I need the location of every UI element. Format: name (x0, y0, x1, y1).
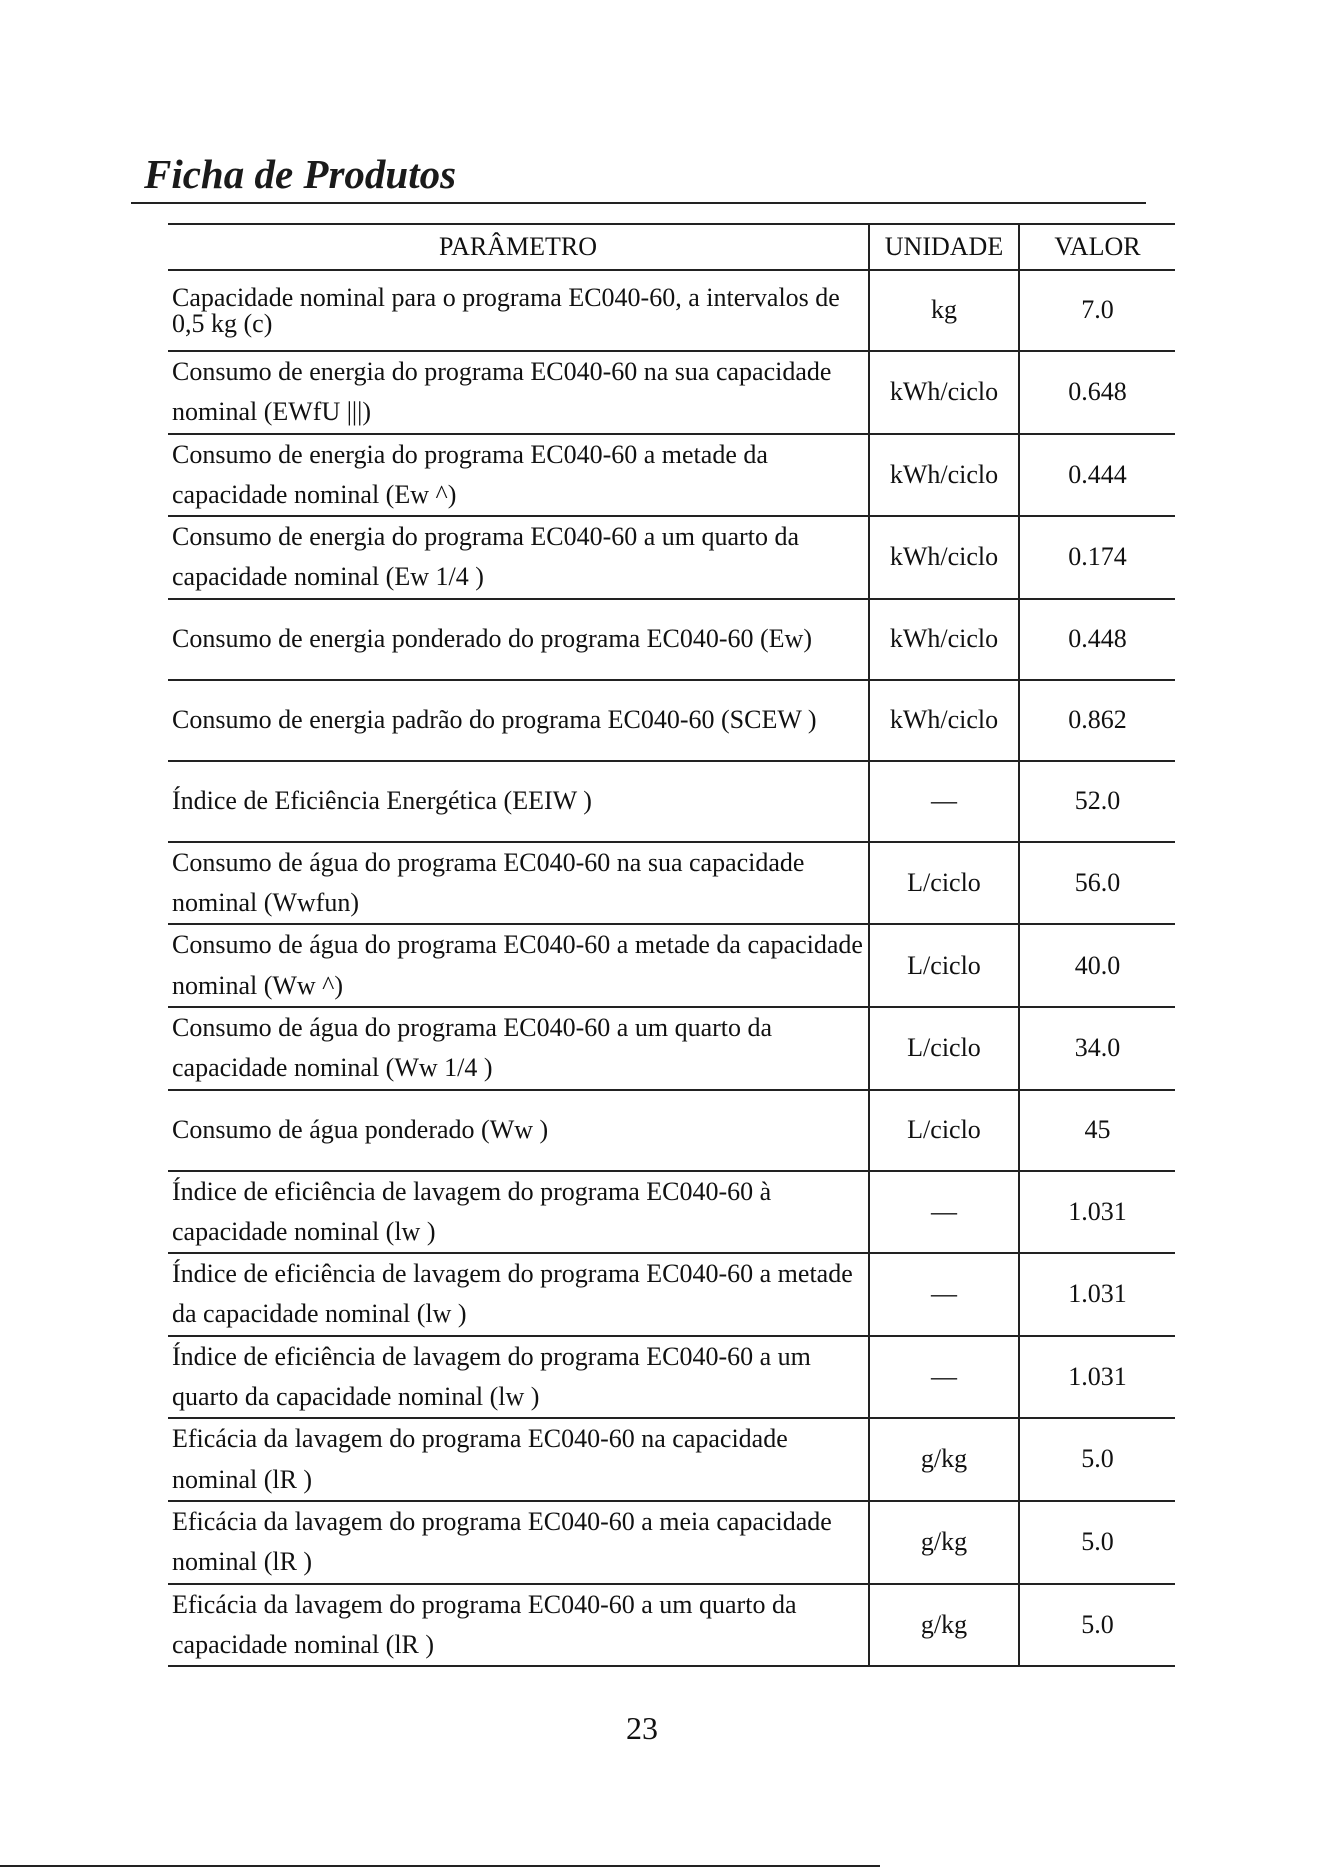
table-row (168, 1007, 1175, 1090)
row-parameter: Eficácia da lavagem do programa EC040-60 na capacidade nominal (lR ) (168, 1418, 869, 1501)
row-value: 5.0 (1019, 1584, 1175, 1667)
table-row (168, 1584, 1175, 1667)
table-row (168, 270, 1175, 351)
row-unit: L/ciclo (869, 1090, 1019, 1171)
table-row (168, 599, 1175, 680)
row-parameter: Índice de eficiência de lavagem do programa EC040-60 a um quarto da capacidade nominal (lw ) (168, 1336, 869, 1419)
row-parameter: Índice de eficiência de lavagem do programa EC040-60 à capacidade nominal (lw ) (168, 1171, 869, 1254)
row-value: 0.174 (1019, 516, 1175, 599)
row-unit: kWh/ciclo (869, 680, 1019, 761)
row-unit: kWh/ciclo (869, 351, 1019, 434)
row-value: 56.0 (1019, 842, 1175, 925)
table-row (168, 434, 1175, 517)
row-parameter: Consumo de energia do programa EC040-60 a um quarto da capacidade nominal (Ew 1/4 ) (168, 516, 869, 599)
row-value: 0.862 (1019, 680, 1175, 761)
row-unit: kg (869, 270, 1019, 351)
row-unit: — (869, 1171, 1019, 1254)
header-parameter: PARÂMETRO (168, 224, 869, 270)
bottom-divider (0, 1865, 880, 1867)
row-unit: kWh/ciclo (869, 516, 1019, 599)
table-row (168, 1090, 1175, 1171)
row-parameter: Consumo de energia ponderado do programa EC040-60 (Ew) (168, 599, 869, 680)
row-value: 1.031 (1019, 1171, 1175, 1254)
row-unit: kWh/ciclo (869, 599, 1019, 680)
row-parameter: Índice de Eficiência Energética (EEIW ) (168, 761, 869, 842)
table-row (168, 1171, 1175, 1254)
row-value: 0.444 (1019, 434, 1175, 517)
row-parameter: Eficácia da lavagem do programa EC040-60 a meia capacidade nominal (lR ) (168, 1501, 869, 1584)
row-value: 0.448 (1019, 599, 1175, 680)
row-parameter: Consumo de energia padrão do programa EC040-60 (SCEW ) (168, 680, 869, 761)
page-title: Ficha de Produtos (144, 151, 457, 197)
row-unit: L/ciclo (869, 1007, 1019, 1090)
table-row (168, 1336, 1175, 1419)
page-number: 23 (626, 1710, 658, 1746)
row-unit: — (869, 761, 1019, 842)
row-value: 34.0 (1019, 1007, 1175, 1090)
row-parameter: Consumo de energia do programa EC040-60 a metade da capacidade nominal (Ew ^) (168, 434, 869, 517)
header-value: VALOR (1019, 224, 1175, 270)
row-value: 7.0 (1019, 270, 1175, 351)
row-unit: L/ciclo (869, 924, 1019, 1007)
table-header-row (168, 224, 1175, 270)
row-parameter: Consumo de água ponderado (Ww ) (168, 1090, 869, 1171)
row-parameter: Consumo de água do programa EC040-60 na sua capacidade nominal (Wwfun) (168, 842, 869, 925)
row-unit: — (869, 1253, 1019, 1336)
row-value: 5.0 (1019, 1501, 1175, 1584)
row-parameter: Consumo de água do programa EC040-60 a um quarto da capacidade nominal (Ww 1/4 ) (168, 1007, 869, 1090)
table-row (168, 1253, 1175, 1336)
row-value: 0.648 (1019, 351, 1175, 434)
table-row (168, 516, 1175, 599)
row-unit: kWh/ciclo (869, 434, 1019, 517)
row-unit: g/kg (869, 1418, 1019, 1501)
row-value: 5.0 (1019, 1418, 1175, 1501)
row-unit: g/kg (869, 1584, 1019, 1667)
table-row (168, 680, 1175, 761)
row-unit: g/kg (869, 1501, 1019, 1584)
table-row (168, 1501, 1175, 1584)
table-row (168, 1418, 1175, 1501)
header-unit: UNIDADE (869, 224, 1019, 270)
table-row (168, 351, 1175, 434)
row-parameter: Índice de eficiência de lavagem do programa EC040-60 a metade da capacidade nominal (lw ) (168, 1253, 869, 1336)
row-parameter: Consumo de água do programa EC040-60 a metade da capacidade nominal (Ww ^) (168, 924, 869, 1007)
row-value: 52.0 (1019, 761, 1175, 842)
row-value: 1.031 (1019, 1253, 1175, 1336)
row-parameter: Capacidade nominal para o programa EC040-60, a intervalos de 0,5 kg (c) (168, 270, 869, 351)
product-sheet-table (168, 223, 1175, 1667)
row-value: 1.031 (1019, 1336, 1175, 1419)
row-parameter: Consumo de energia do programa EC040-60 na sua capacidade nominal (EWfU |||) (168, 351, 869, 434)
row-unit: L/ciclo (869, 842, 1019, 925)
row-value: 40.0 (1019, 924, 1175, 1007)
row-value: 45 (1019, 1090, 1175, 1171)
table-row (168, 924, 1175, 1007)
row-unit: — (869, 1336, 1019, 1419)
title-divider (131, 202, 1146, 204)
table-row (168, 842, 1175, 925)
table-row (168, 761, 1175, 842)
row-parameter: Eficácia da lavagem do programa EC040-60 a um quarto da capacidade nominal (lR ) (168, 1584, 869, 1667)
